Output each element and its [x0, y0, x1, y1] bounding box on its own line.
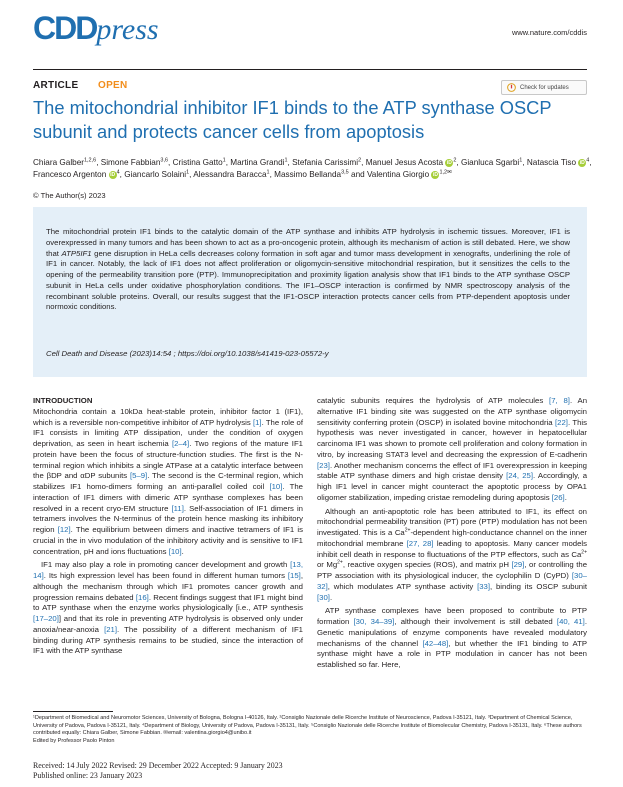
author-name[interactable]: Simone Fabbian [100, 158, 161, 167]
reference-link[interactable]: [2–4] [171, 439, 190, 448]
reference-link[interactable]: [33] [477, 581, 490, 591]
author-affiliation: 3,6 [160, 157, 169, 164]
author-affiliation: 1 [519, 157, 523, 164]
article-type-label: ARTICLE [33, 80, 79, 91]
author-list: Chiara Galber$^{1,2,6}$, Simone Fabbian$^{3,6}$, Cristina Gatto$^1$, Martina Grandi$^1$, Stefania Carissimi$^2$, Manuel Jesus Acosta iD $^2$, Gianluca Sgarbi$^1$, Natascia Tiso iD $^4$, Francesco Argenton iD $^4$, Giancarlo Solaini$^1$, Alessandra Baracca$^1$, Massimo Bellanda$^{3,5}$ and Valentina Giorgio iD $^{1,2✉}$ [33, 157, 592, 180]
logo-main: CDD [33, 10, 97, 46]
author-name[interactable]: Stefania Carissimi [292, 158, 359, 167]
citation-journal: Cell Death and Disease [46, 349, 128, 358]
received-line: Received: 14 July 2022 Revised: 29 December 2022 Accepted: 9 January 2023 [33, 761, 283, 770]
author-name[interactable]: Massimo Bellanda [274, 170, 342, 180]
reference-link[interactable]: [10] [269, 482, 283, 491]
reference-link[interactable]: [17–20] [33, 614, 59, 623]
author-name[interactable]: Alessandra Baracca [193, 170, 267, 180]
published-line: Published online: 23 January 2023 [33, 771, 143, 780]
reference-link[interactable]: [23] [317, 460, 330, 470]
author-affiliation: 4 [116, 169, 120, 176]
article-title: The mitochondrial inhibitor IF1 binds to the ATP synthase OSCP subunit and protects cancer cells from apoptosis [33, 97, 552, 142]
check-updates-label: Check for updates [520, 84, 569, 91]
author-name[interactable]: Cristina Gatto [172, 158, 223, 167]
reference-link[interactable]: [15] [287, 571, 301, 580]
author-name[interactable]: Giancarlo Solaini [124, 170, 187, 180]
reference-link[interactable]: [40, 41] [556, 617, 585, 626]
reference-link[interactable]: [27, 28] [406, 538, 434, 548]
orcid-icon[interactable]: iD [432, 172, 438, 179]
footnote-divider [33, 711, 113, 712]
author-affiliation: 2 [358, 157, 362, 164]
reference-link[interactable]: [5–9] [129, 471, 148, 481]
reference-link[interactable]: [1] [252, 417, 262, 427]
reference-link[interactable]: [29] [511, 560, 525, 570]
author-name[interactable]: Martina Grandi [230, 158, 285, 167]
body-paragraph: IF1 may also play a role in promoting cancer development and growth [13, 14]. Its high expression level has been found in different human tumors [15], although the mechanism through which IF1 promotes cancer growth and progression remains debated [16]. Recent findings suggest that IF1 might bind to ATP synthase when the enzyme works physiologically [i.e., ATP synthesis [17–20]] and that its role in preventing ATP hydrolysis is observed only under anoxia/near-anoxia [21]. The possibility of a different mechanism of IF1 binding during ATP synthesis remains to be studied, since the interaction of IF1 with the ATP synthase [33, 560, 303, 656]
reference-link[interactable]: [11] [171, 503, 184, 513]
body-paragraph: catalytic subunits requires the hydrolysis of ATP molecules [7, 8]. An alternative IF1 binding site was suggested on the ATP synthase oligomycin sensitivity conferring protein (OSCP) in isolated bovine mitochondria [22]. This hypothesis was never investigated in cancer, however in hepatocellular carcinoma IF1 was shown to promote cell proliferation and colony formation in vitro, by increasing STAT3 level and decreasing the expression of E-cadherin [23]. Another mechanism concerns the effect of IF1 overexpression in keeping stable ATP synthase dimers and high cristae density [24, 25]. Accordingly, a high IF1 level in cancer might counteract the apoptotic process by OPA1 oligomer stabilization, impeding cristae remodeling during apoptosis [26]. [317, 396, 588, 502]
affiliations-text: ¹Department of Biomedical and Neuromotor Sciences, University of Bologna, Bologna I-40126, Italy. ²Consiglio Nazionale delle Ricerche Institute of Neuroscience, Padova I-35121, Italy. ³Department of Chemical Science, University of Padova, Padova I-35121, Italy. ⁴Department of Biology, University of Padova, Padova I-35131, Italy. ⁵Consiglio Nazionale delle Ricerche Institute of Biomolecular Chemistry, Padova I-35131, Italy. ⁶These authors contributed equally: Chiara Galber, Simone Fabbian. ✉email: valentina.giorgio4@unibo.it [33, 715, 582, 737]
author-name[interactable]: Francesco Argenton [33, 170, 107, 180]
reference-link[interactable]: [24, 25] [506, 471, 534, 481]
copyright-notice: © The Author(s) 2023 [33, 191, 106, 200]
abstract-text: The mitochondrial protein IF1 binds to the catalytic domain of the ATP synthase and inhibits ATP hydrolysis in ischemic tissues. Moreover, IF1 is overexpressed in many tumors and has been shown to act as a pro-oncogenic protein, although its mechanism of action is still debated. Here, we show that ATP5IF1 gene disruption in HeLa cells decreases colony formation in soft agar and tumor mass development in xenografts, underlining the role of IF1 in cancer. Notably, the lack of IF1 does not affect proliferation or oligomycin-sensitive mitochondrial respiration, but it sensitizes the cells to the opening of the permeability transition pore (PTP). Immunoprecipitation and proximity ligation analysis show that IF1 binds to the ATP synthase OSCP subunit in HeLa cells under oxidative phosphorylation conditions. The IF1–OSCP interaction is confirmed by NMR spectroscopy analysis of the recombinant soluble proteins. Overall, our results suggest that the IF1-OSCP interaction protects cancer cells from PTP-dependent apoptosis under normoxic conditions. [46, 227, 570, 312]
citation-line[interactable] [46, 349, 570, 358]
author-affiliation: 1 [266, 169, 270, 176]
reference-link[interactable]: [7, 8] [549, 396, 570, 405]
body-right-column [317, 396, 587, 674]
author-affiliation: 1 [186, 169, 190, 176]
reference-link[interactable]: [13, 14] [33, 560, 303, 580]
reference-link[interactable]: [26] [551, 492, 565, 502]
reference-link[interactable]: [30] [317, 592, 330, 602]
author-affiliation: 3,5 [341, 169, 349, 176]
author-affiliation: 1 [284, 157, 288, 164]
author-name[interactable]: Gianluca Sgarbi [460, 158, 520, 167]
reference-link[interactable]: [30–32] [317, 571, 587, 591]
gene-name: ATP5IF1 [61, 248, 92, 258]
body-paragraph: Mitochondria contain a 10kDa heat-stable protein, inhibitor factor 1 (IF1), which is a reversible non-competitive inhibitor of ATP hydrolysis [1]. The role of IF1 consists in limiting ATP dissipation, under the condition of oxygen deprivation, as seen in heart ischemia [2–4]. Two regions of the mature IF1 protein have been the focus of structure-function studies. The first is the N-terminal region which inhibits a single ATPase at a catalytic interface between the βDP and αDP subunits [5–9]. The second is the C-terminal region, which stabilizes IF1 homo-dimers forming an anti-parallel coiled coil [10]. The interaction of IF1 dimers with dimeric ATP synthase complexes has been resolved in a recent cryo-EM structure [11]. Self-association of IF1 dimers in tetramers involves the N-terminus of the protein hence masking its inhibitory region [12]. The equilibrium between dimers and inactive tetramers of IF1 is crucial in the in vivo modulation of the inhibitory activity and is sensitive to IF1 concentration, pH and ions fluctuations [10]. [33, 406, 303, 556]
author-affiliation: 1,2,6 [83, 157, 97, 164]
body-paragraph: ATP synthase complexes have been proposed to contribute to PTP formation [30, 34–39], although their involvement is still debated [40, 41]. Genetic manipulations of enzyme components have revealed modulatory mechanisms of the channel [42–48], but whether the IF1 binding to ATP synthase might have a role in PTP modulation in cancer has not been established so far. Here, [317, 606, 587, 669]
reference-link[interactable]: [10] [168, 546, 182, 556]
orcid-icon[interactable]: iD [579, 159, 585, 166]
citation-doi[interactable]: (2023)14:54 ; https://doi.org/10.1038/s41419-023-05572-y [127, 349, 329, 358]
orcid-icon[interactable]: iD [446, 159, 452, 166]
reference-link[interactable]: [12] [57, 525, 71, 534]
logo-press: press [96, 13, 159, 46]
site-url[interactable]: www.nature.com/cddis [511, 28, 587, 37]
reference-link[interactable]: [16] [135, 592, 149, 602]
affiliations-footnote [33, 715, 587, 745]
author-name[interactable]: Chiara Galber [33, 158, 84, 167]
reference-link[interactable]: [21] [104, 624, 117, 634]
reference-link[interactable]: [30, 34–39] [353, 617, 395, 626]
author-name[interactable]: Manuel Jesus Acosta [365, 158, 444, 167]
header-divider [33, 69, 587, 70]
orcid-icon[interactable]: iD [110, 172, 116, 179]
author-affiliation: 2 [453, 157, 457, 164]
journal-logo[interactable] [33, 10, 159, 44]
section-heading-introduction: INTRODUCTION [33, 396, 93, 405]
author-affiliation: 4 [586, 157, 590, 164]
check-for-updates-button[interactable] [501, 80, 587, 95]
edited-by: Edited by Professor Paolo Pinton [33, 737, 115, 744]
check-updates-icon [507, 83, 516, 92]
open-access-label: OPEN [98, 80, 128, 91]
body-paragraph: Although an anti-apoptotic role has been attributed to IF1, its effect on mitochondrial permeability transition (PT) pore (PTP) modulation has not been investigated. This is a $Ca^{2+}$-dependent high-conductance channel on the inner mitochondrial membrane [27, 28] leading to apoptosis. Many cancer models inhibit cell death in response to fluctuations of the PTP effectors, such as $Ca^{2+}$ or $Mg^{2+}$, reactive oxygen species (ROS), and matrix pH [29], or controlling the PTP association with its physiological inducer, the cyclophilin D (CyPD) [30–32], which modulates ATP synthase activity [33], binding its OSCP subunit [30]. [317, 506, 588, 602]
author-affiliation: 1,2✉ [439, 169, 452, 176]
reference-link[interactable]: [42–48] [422, 638, 449, 648]
reference-link[interactable]: [22] [555, 417, 568, 427]
author-name[interactable]: Valentina Giorgio [366, 170, 430, 180]
author-affiliation: 1 [222, 157, 226, 164]
body-left-column [33, 396, 303, 660]
author-name[interactable]: Natascia Tiso [526, 158, 577, 167]
publication-dates [33, 761, 283, 781]
